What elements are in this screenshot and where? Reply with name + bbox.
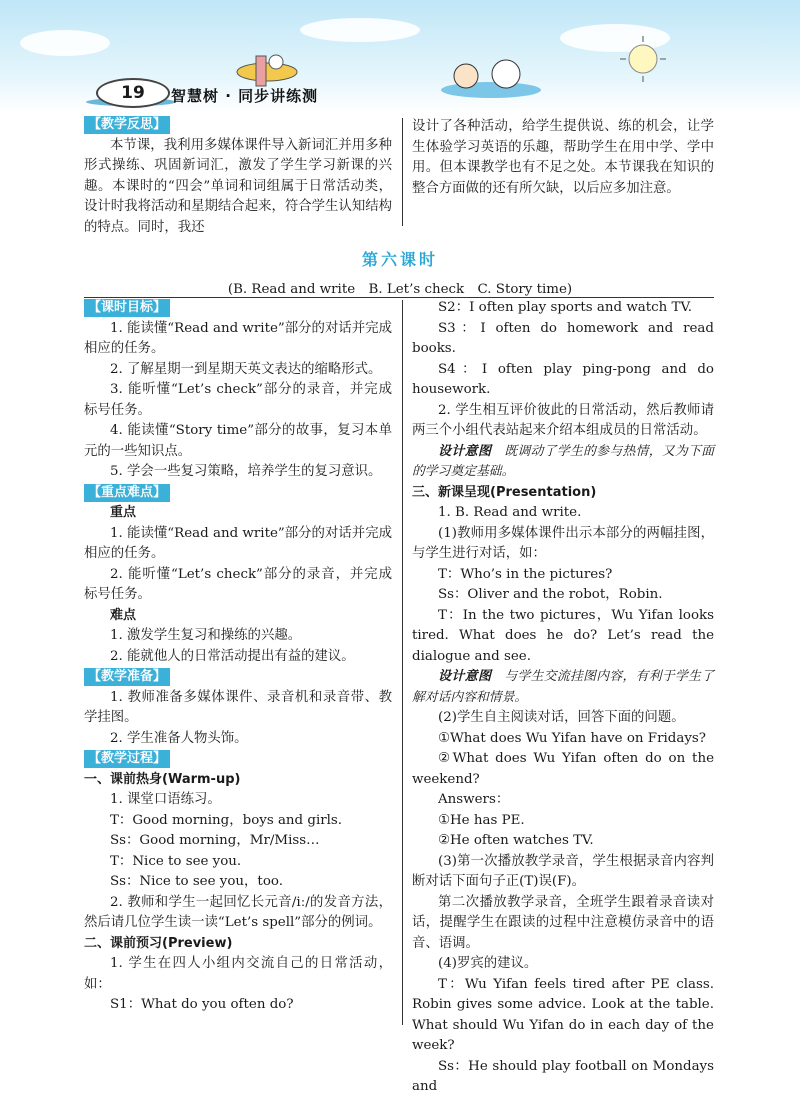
goal-item: 5. 学会一些复习策略，培养学生的复习意识。 — [110, 464, 382, 479]
dialogue-line: S2：I often play sports and watch TV. — [438, 300, 693, 315]
content-line: ②He often watches TV. — [438, 833, 594, 848]
section-tag-goals: 【课时目标】 — [84, 299, 170, 317]
prep-item: 2. 学生准备人物头饰。 — [110, 730, 248, 746]
kids-illustration — [436, 56, 546, 102]
content-line: (3)第一次播放教学录音，学生根据录音内容判断对话下面句子正(T)误(F)。 — [412, 853, 714, 889]
right-column — [412, 298, 714, 1098]
reflection-right-text: 设计了各种活动，给学生提供说、练的机会，让学生体验学习英语的乐趣，帮助学生在用中学、学中用。但本课教学也有不足之处。本节课我在知识的整合方面做的还有所欠缺，以后应多加注意。 — [412, 119, 714, 196]
reflection-left — [84, 115, 392, 238]
content-line: ①What does Wu Yifan have on Fridays? — [438, 730, 706, 746]
content-line: (4)罗宾的建议。 — [438, 956, 538, 971]
warmup-line: Ss：Nice to see you，too. — [110, 874, 283, 889]
cloud-decoration — [20, 30, 110, 56]
key-point: 1. 能读懂“Read and write”部分的对话并完成相应的任务。 — [84, 525, 392, 561]
design-intent — [412, 442, 714, 483]
dialogue-line: S3：I often do homework and read books. — [412, 320, 714, 356]
presentation-line: T：Who’s in the pictures? — [438, 566, 613, 582]
difficulty-point: 2. 能就他人的日常活动提出有益的建议。 — [110, 648, 355, 664]
goal-item: 3. 能听懂“Let’s check”部分的录音，并完成标号任务。 — [84, 382, 392, 418]
lesson-subtitle: (B. Read and write B. Let’s check C. Story time) — [227, 282, 573, 297]
difficulty-heading: 难点 — [110, 607, 137, 623]
design-intent-label: 设计意图 — [438, 669, 492, 684]
content-line: Answers： — [438, 792, 510, 807]
cloud-decoration — [300, 18, 420, 42]
presentation-line: Ss：Oliver and the robot，Robin. — [438, 587, 663, 602]
presentation-heading: 三、新课呈现(Presentation) — [412, 484, 597, 500]
column-divider — [402, 300, 403, 1025]
warmup-line: Ss：Good morning，Mr/Miss… — [110, 833, 320, 848]
section-tag-reflection: 【教学反思】 — [84, 116, 170, 134]
section-tag-process: 【教学过程】 — [84, 750, 170, 768]
column-divider — [402, 118, 403, 226]
airplane-illustration — [232, 44, 302, 90]
presentation-line: 1. B. Read and write. — [438, 505, 582, 520]
content-line: (2)学生自主阅读对话，回答下面的问题。 — [438, 710, 685, 725]
content-line: 第二次播放教学录音，全班学生跟着录音读对话，提醒学生在跟读的过程中注意模仿录音中的语音、语调。 — [412, 894, 714, 951]
section-tag-preparation: 【教学准备】 — [84, 668, 170, 686]
content-line: ②What does Wu Yifan often do on the weekend? — [412, 751, 714, 787]
presentation-line: (1)教师用多媒体课件出示本部分的两幅挂图，与学生进行对话，如： — [412, 525, 714, 561]
content-line: T：Wu Yifan feels tired after PE class. Robin gives some advice. Look at the table. What should Wu Yifan do in each day of the week? — [412, 976, 714, 1053]
content-line: Ss：He should play football on Mondays and — [412, 1058, 714, 1094]
section-tag-key-points: 【重点难点】 — [84, 484, 170, 502]
presentation-line: T：In the two pictures，Wu Yifan looks tired. What does he do? Let’s read the dialogue and see. — [412, 607, 714, 664]
key-point: 2. 能听懂“Let’s check”部分的录音，并完成标号任务。 — [84, 566, 392, 602]
warmup-line: T：Good morning，boys and girls. — [110, 812, 343, 828]
left-column — [84, 298, 392, 1016]
preview-heading: 二、课前预习(Preview) — [84, 935, 233, 951]
preview-line: S1：What do you often do? — [110, 997, 294, 1012]
difficulty-point: 1. 激发学生复习和操练的兴趣。 — [110, 628, 302, 643]
warmup-heading: 一、课前热身(Warm-up) — [84, 771, 241, 787]
design-intent-text: 与学生交流挂图内容，有利于学生了解对话内容和情景。 — [412, 669, 715, 705]
warmup-line: 1. 课堂口语练习。 — [110, 792, 221, 807]
prep-item: 1. 教师准备多媒体课件、录音机和录音带、教学挂图。 — [84, 689, 392, 725]
goal-item: 2. 了解星期一到星期天英文表达的缩略形式。 — [110, 361, 382, 377]
goal-item: 1. 能读懂“Read and write”部分的对话并完成相应的任务。 — [84, 320, 392, 356]
sun-icon — [618, 34, 668, 84]
reflection-left-text: 本节课，我利用多媒体课件导入新词汇并用多种形式操练、巩固新词汇，激发了学生学习新课的兴趣。本课时的“四会”单词和词组属于日常活动类，设计时我将活动和星期结合起来，符合学生认知结构的特点。同时，我还 — [84, 137, 392, 235]
book-title: 智慧树 · 同步讲练测 — [171, 87, 319, 105]
preview-line: 1. 学生在四人小组内交流自己的日常活动，如： — [84, 956, 392, 992]
design-intent — [412, 667, 714, 708]
key-heading: 重点 — [110, 505, 137, 520]
warmup-line: 2. 教师和学生一起回忆长元音/iː/的发音方法，然后请几位学生读一读“Let’s spell”部分的例词。 — [84, 894, 392, 930]
dialogue-line: S4：I often play ping-pong and do housework. — [412, 361, 714, 397]
activity-line: 2. 学生相互评价彼此的日常活动，然后教师请两三个小组代表站起来介绍本组成员的日常活动。 — [412, 402, 714, 438]
design-intent-label: 设计意图 — [438, 443, 492, 459]
page-number: 19 — [96, 78, 170, 108]
design-intent-text: 既调动了学生的参与热情，又为下面的学习奠定基础。 — [412, 443, 715, 479]
lesson-title: 第六课时 — [361, 250, 438, 269]
warmup-line: T：Nice to see you. — [110, 853, 242, 869]
reflection-right — [412, 117, 714, 199]
goal-item: 4. 能读懂“Story time”部分的故事，复习本单元的一些知识点。 — [84, 423, 392, 459]
content-line: ①He has PE. — [438, 812, 525, 828]
